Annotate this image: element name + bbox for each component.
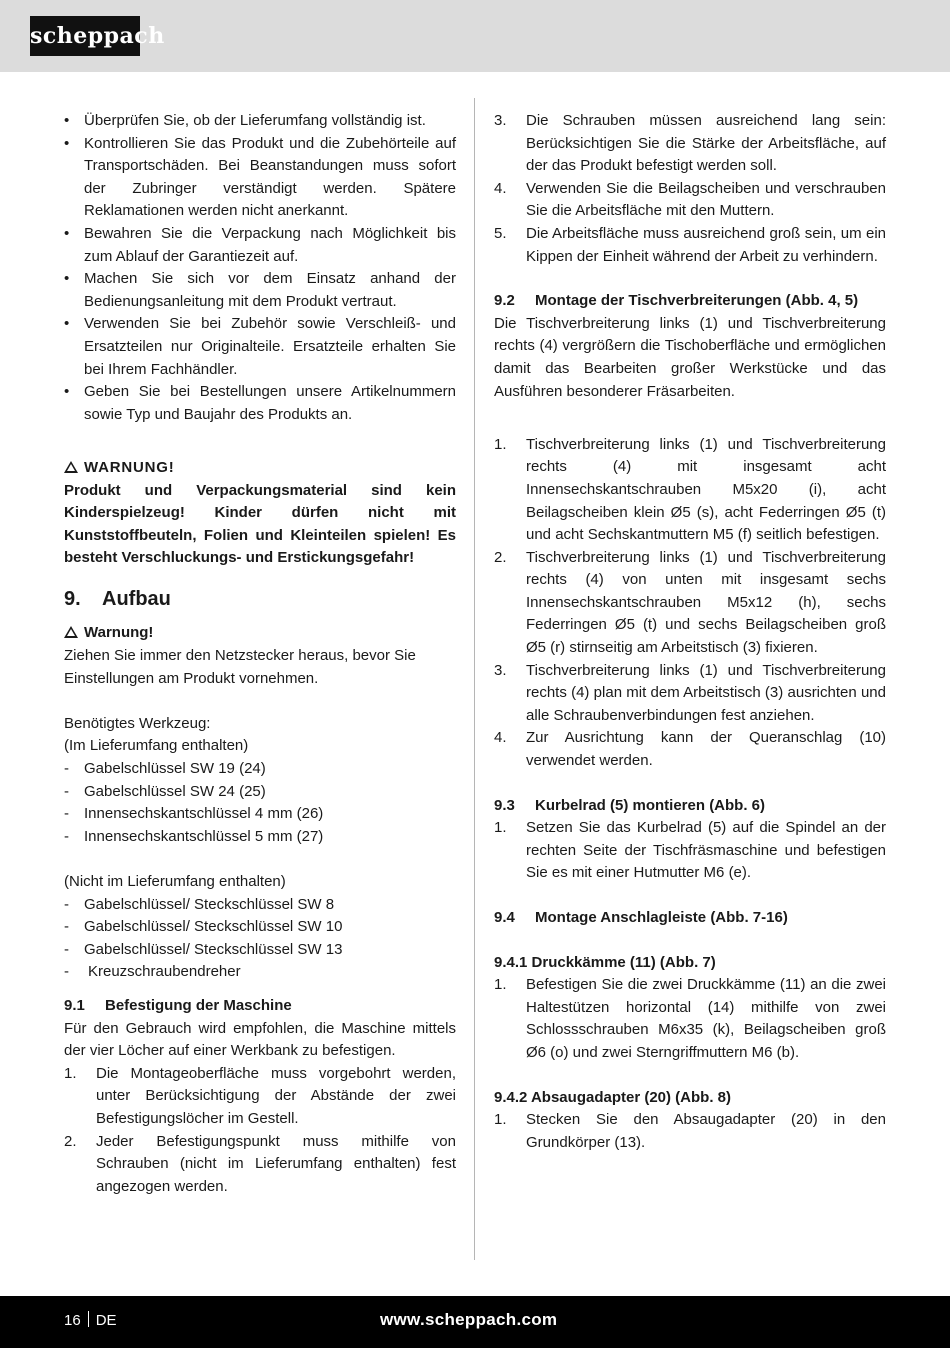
list-item: 5. Die Arbeitsfläche muss ausreichend groß sein, um ein Kippen der Einheit während der Arbeit zu verhindern. (494, 224, 886, 265)
scheppach-logo: scheppach (30, 16, 140, 56)
list-item: 4. Zur Ausrichtung kann der Queranschlag (10) verwendet werden. (494, 729, 886, 770)
left-column (64, 110, 456, 1198)
list-item: - Gabelschlüssel/ Steckschlüssel SW 10 (64, 918, 343, 936)
list-item: 2. Jeder Befestigungspunkt muss mithilfe von Schrauben (nicht im Lieferumfang enthalten) fest angezogen werden. (64, 1132, 456, 1195)
list-item: 1. Die Montageoberfläche muss vorgebohrt werden, unter Berücksichtigung der Abstände der zwei Befestigungslöcher im Gestell. (64, 1064, 456, 1127)
header-bar (0, 0, 950, 72)
warning-text: Ziehen Sie immer den Netzstecker heraus, bevor Sie Einstellungen am Produkt vornehmen. (64, 647, 416, 687)
subsection-heading: 9.4.1 Druckkämme (11) (Abb. 7) (494, 953, 716, 971)
subsection-heading: 9.2 Montage der Tischverbreiterungen (Abb. 4, 5) (494, 292, 859, 310)
list-item: 1. Befestigen Sie die zwei Druckkämme (11) an die zwei Haltestützen horizontal (14) mithilfe von zwei Schlossschrauben M6x35 (k), Beilagscheiben groß Ø6 (o) und zwei Sterngriffmuttern M6 (b). (494, 976, 886, 1061)
tools-included-title: (Im Lieferumfang enthalten) (64, 737, 249, 755)
warning-block-2 (64, 622, 456, 690)
subsection-heading: 9.1 Befestigung der Maschine (64, 996, 292, 1014)
subsection-heading: 9.4.2 Absaugadapter (20) (Abb. 8) (494, 1088, 731, 1106)
list-item: - Innensechskantschlüssel 5 mm (27) (64, 827, 324, 845)
list-item: • Machen Sie sich vor dem Einsatz anhand der Bedienungsanleitung mit dem Produkt vertraut. (64, 270, 456, 310)
page-indicator (64, 1310, 117, 1332)
warning-title: WARNUNG! (84, 458, 175, 476)
list-item: - Gabelschlüssel SW 19 (24) (64, 760, 266, 778)
tools-title: Benötigtes Werkzeug: (64, 714, 211, 732)
list-item: - Kreuzschraubendreher (64, 963, 241, 981)
website-url[interactable]: www.scheppach.com (380, 1310, 558, 1329)
list-item: 1. Setzen Sie das Kurbelrad (5) auf die Spindel an der rechten Seite der Tischfräsmaschine und befestigen Sie es mit einer Hutmutter M6 (e). (494, 819, 886, 882)
list-item: • Kontrollieren Sie das Produkt und die Zubehörteile auf Transportschäden. Bei Beanstandungen muss sofort der Zubringer verständigt werden. Spätere Reklamationen werden nicht anerkannt. (64, 134, 456, 220)
subsection-heading: 9.3 Kurbelrad (5) montieren (Abb. 6) (494, 796, 766, 814)
list-item: - Gabelschlüssel SW 24 (25) (64, 782, 266, 800)
list-item: 2. Tischverbreiterung links (1) und Tischverbreiterung rechts (4) von unten mit insgesamt sechs Innensechskantschrauben M5x12 (h), sechs Federringen Ø5 (t) und sechs Beilagscheiben groß Ø5 (r) stirnseitig am Arbeitstisch (3) fixieren. (494, 548, 886, 657)
list-item: 1. Tischverbreiterung links (1) und Tischverbreiterung rechts (4) mit insgesamt acht Innensechskantschrauben M5x20 (i), acht Beilagscheiben klein Ø5 (s), acht Federringen Ø5 (t) und acht Sechskantmuttern M5 (f) seitlich befestigen. (494, 435, 886, 544)
paragraph: Die Tischverbreiterung links (1) und Tischverbreiterung rechts (4) vergrößern die Tischoberfläche und ermöglichen damit das Bearbeiten großer Werkstücke und das Ausführen besonderer Fräsarbeiten. (494, 314, 886, 400)
column-divider (474, 98, 475, 1260)
warning-title: Warnung! (84, 624, 154, 642)
list-item: • Geben Sie bei Bestellungen unsere Artikelnummern sowie Typ und Baujahr des Produkts an. (64, 383, 456, 423)
bullet-list (64, 110, 456, 426)
tools-excluded-title: (Nicht im Lieferumfang enthalten) (64, 873, 286, 890)
footer-bar (0, 1296, 950, 1348)
list-item: - Gabelschlüssel/ Steckschlüssel SW 13 (64, 940, 343, 958)
list-item: 3. Die Schrauben müssen ausreichend lang sein: Berücksichtigen Sie die Stärke der Arbeitsfläche, auf der das Produkt befestigt werden soll. (494, 112, 886, 175)
warning-icon (64, 626, 78, 638)
list-item: • Überprüfen Sie, ob der Lieferumfang vollständig ist. (64, 112, 426, 129)
language-code: DE (95, 1312, 117, 1329)
section-heading: 9. Aufbau (64, 587, 171, 610)
list-item: - Innensechskantschlüssel 4 mm (26) (64, 805, 324, 823)
paragraph: Für den Gebrauch wird empfohlen, die Maschine mittels der vier Löcher auf einer Werkbank zu befestigen. (64, 1019, 456, 1060)
list-item: 4. Verwenden Sie die Beilagscheiben und verschrauben Sie die Arbeitsfläche mit den Muttern. (494, 179, 886, 220)
list-item: • Bewahren Sie die Verpackung nach Möglichkeit bis zum Ablauf der Garantiezeit auf. (64, 224, 456, 265)
right-column (494, 110, 886, 1154)
list-item: 1. Stecken Sie den Absaugadapter (20) in den Grundkörper (13). (494, 1111, 886, 1151)
list-item: • Verwenden Sie bei Zubehör sowie Verschleiß- und Ersatzteilen nur Originalteile. Ersatzteile erhalten Sie bei Ihrem Fachhändler. (64, 315, 456, 378)
list-item: 3. Tischverbreiterung links (1) und Tischverbreiterung rechts (4) plan mit dem Arbeitstisch (3) ausrichten und alle Schraubenverbindungen fest anziehen. (494, 661, 886, 724)
page-number: 16 (64, 1312, 81, 1329)
warning-icon (64, 461, 78, 473)
subsection-heading: 9.4 Montage Anschlagleiste (Abb. 7-16) (494, 909, 788, 926)
warning-block (64, 457, 456, 570)
list-item: - Gabelschlüssel/ Steckschlüssel SW 8 (64, 895, 335, 913)
warning-text: Produkt und Verpackungsmaterial sind kein Kinderspielzeug! Kinder dürfen nicht mit Kunststoffbeuteln, Folien und Kleinteilen spielen! Es besteht Verschluckungs- und Erstickungsgefahr! (64, 481, 456, 567)
